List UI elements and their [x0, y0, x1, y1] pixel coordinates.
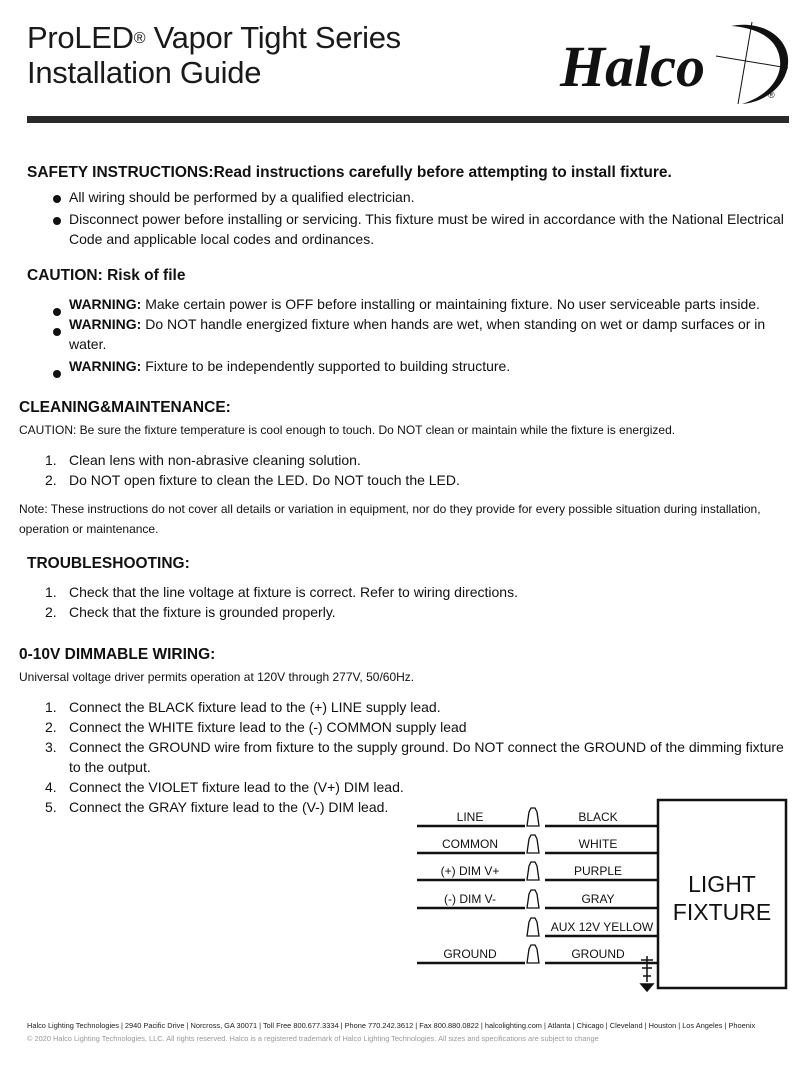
brand-registered: ® — [768, 90, 775, 100]
list-item: 2. Check that the fixture is grounded properly. — [45, 604, 336, 620]
supply-label: COMMON — [442, 837, 498, 851]
supply-label: (+) DIM V+ — [440, 864, 500, 878]
list-item: 2. Do NOT open fixture to clean the LED. Do NOT touch the LED. — [45, 472, 460, 488]
list-item: 2. Connect the WHITE fixture lead to the (-) COMMON supply lead — [45, 719, 467, 735]
fixture-lead-label: PURPLE — [573, 864, 623, 878]
halco-logo — [556, 16, 796, 106]
box-label-line-1: LIGHT — [688, 871, 756, 897]
footer-copyright: © 2020 Halco Lighting Technologies, LLC. All rights reserved. Halco is a registered trademark of Halco Lighting Technologies. All sizes and specifications are subject to change — [27, 1034, 599, 1043]
safety-list — [69, 187, 791, 249]
bullet-icon — [53, 370, 61, 378]
wiring-section — [19, 646, 215, 664]
supply-label: LINE — [456, 810, 484, 824]
troubleshooting-steps — [45, 582, 785, 622]
list-item: 1. Clean lens with non-abrasive cleaning solution. — [45, 452, 361, 468]
fixture-lead-label: WHITE — [578, 837, 618, 851]
fixture-lead-label: GRAY — [581, 892, 615, 906]
ground-icon — [641, 956, 653, 991]
safety-heading: SAFETY INSTRUCTIONS:Read instructions carefully before attempting to install fixture. — [27, 164, 672, 181]
fixture-lead-label: GROUND — [571, 947, 625, 961]
bullet-icon — [53, 195, 61, 203]
wiring-heading: 0-10V DIMMABLE WIRING: — [19, 646, 216, 663]
troubleshooting-section — [27, 555, 190, 573]
list-item: 5. Connect the GRAY fixture lead to the (V-) DIM lead. — [45, 799, 389, 815]
caution-list — [69, 294, 791, 376]
document-title — [27, 20, 401, 90]
fixture-lead-label: BLACK — [578, 810, 618, 824]
list-item: WARNING: Do NOT handle energized fixture when hands are wet, when standing on wet or damp surfaces or in water. — [69, 314, 791, 354]
list-item: Disconnect power before installing or servicing. This fixture must be wired in accordance with the National Electrical Code and applicable local codes and ordinances. — [69, 209, 791, 249]
header-rule — [27, 116, 789, 123]
brand-name: Halco — [560, 34, 705, 99]
wiring-diagram — [415, 798, 805, 998]
caution-section — [27, 267, 185, 285]
list-item: WARNING: Make certain power is OFF before installing or maintaining fixture. No user serviceable parts inside. — [69, 294, 791, 314]
cleaning-heading: CLEANING&MAINTENANCE: — [19, 399, 231, 416]
troubleshooting-heading: TROUBLESHOOTING: — [27, 555, 190, 572]
wiring-intro: Universal voltage driver permits operation at 120V through 277V, 50/60Hz. — [19, 670, 415, 684]
supply-label: GROUND — [443, 947, 497, 961]
caution-heading: CAUTION: Risk of file — [27, 267, 186, 284]
bullet-icon — [53, 328, 61, 336]
list-item: 4. Connect the VIOLET fixture lead to the (V+) DIM lead. — [45, 779, 404, 795]
wire-nut-icons — [527, 808, 539, 963]
list-item: 1. Connect the BLACK fixture lead to the (+) LINE supply lead. — [45, 699, 441, 715]
cleaning-caution: CAUTION: Be sure the fixture temperature is cool enough to touch. Do NOT clean or maintain while the fixture is energized. — [19, 423, 676, 437]
list-item: 3. Connect the GROUND wire from fixture to the supply ground. Do NOT connect the GROUND of the dimming fixture to the output. — [45, 739, 784, 775]
bullet-icon — [53, 308, 61, 316]
title-line-1: ProLED® Vapor Tight Series — [27, 20, 401, 55]
fixture-lead-label: AUX 12V YELLOW — [550, 920, 654, 934]
box-label-line-2: FIXTURE — [672, 899, 772, 925]
list-item: 1. Check that the line voltage at fixture is correct. Refer to wiring directions. — [45, 584, 518, 600]
cleaning-steps — [45, 450, 785, 490]
bullet-icon — [53, 217, 61, 225]
safety-section — [27, 164, 797, 182]
supply-label: (-) DIM V- — [444, 892, 496, 906]
title-line-2: Installation Guide — [27, 55, 262, 90]
cleaning-section — [19, 399, 231, 417]
footer-contact: Halco Lighting Technologies | 2940 Pacific Drive | Norcross, GA 30071 | Toll Free 800.677.3334 | Phone 770.242.3612 | Fax 800.880.0822 | halcolighting.com | Atlanta | Chicago | Cleveland | Houston | Los Angeles | Phoenix — [27, 1021, 756, 1030]
list-item: WARNING: Fixture to be independently supported to building structure. — [69, 356, 791, 376]
cleaning-note: Note: These instructions do not cover all details or variation in equipment, nor do they provide for every possible situation during installation, operation or maintenance. — [19, 502, 761, 536]
list-item: All wiring should be performed by a qualified electrician. — [69, 187, 791, 207]
